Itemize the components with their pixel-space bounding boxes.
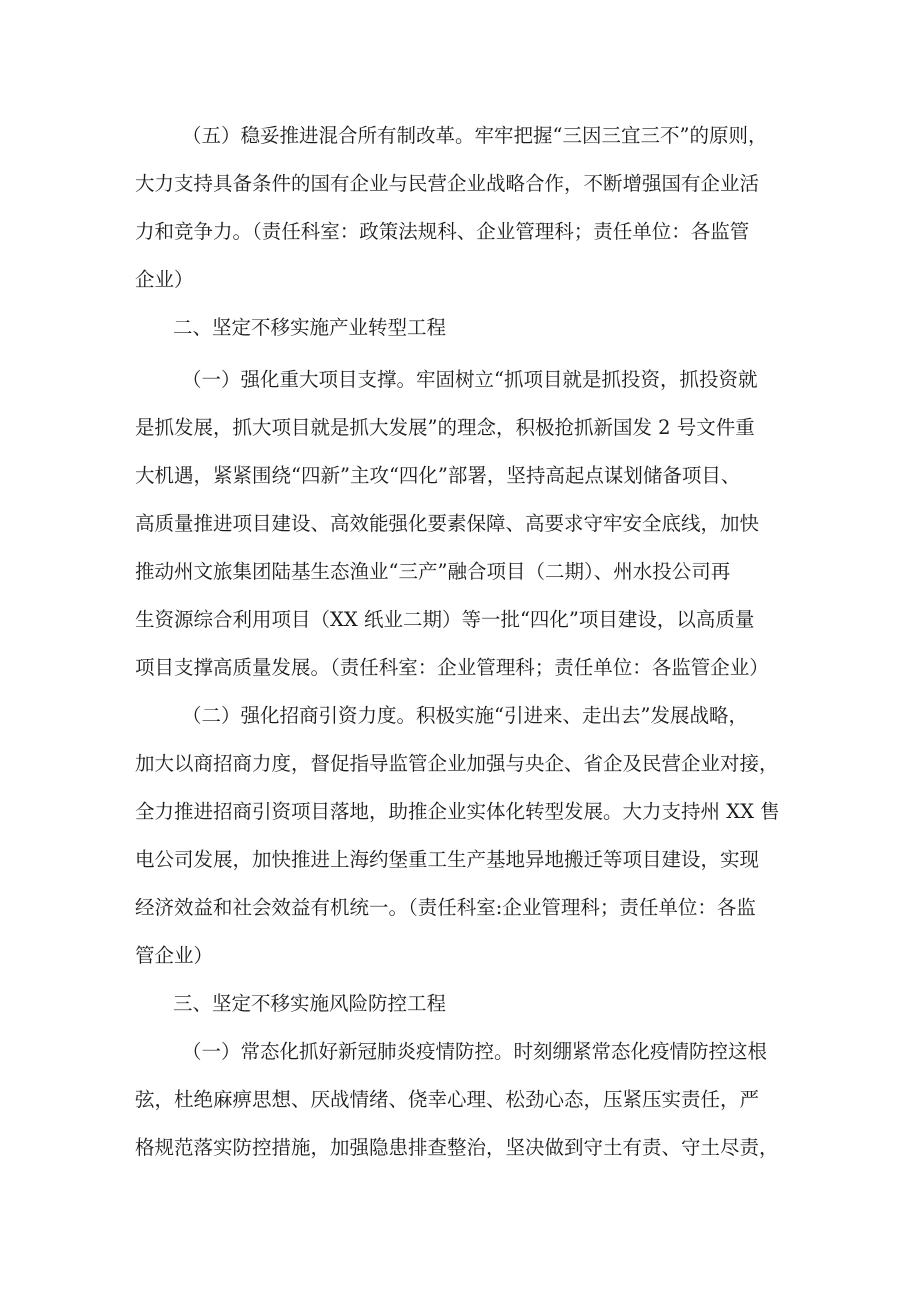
- paragraph-line: （一）强化重大项目支撑。牢固树立“抓项目就是抓投资，抓投资就: [182, 368, 758, 391]
- paragraph-line: 格规范落实防控措施，加强隐患排查整治，坚决做到守土有责、守土尽责，: [135, 1136, 779, 1159]
- paragraph-line: 管企业）: [135, 944, 214, 967]
- paragraph-line: 加大以商招商力度，督促指导监管企业加强与央企、省企及民营企业对接，: [135, 752, 779, 775]
- paragraph-line: 弦，杜绝麻痹思想、厌战情绪、侥幸心理、松劲心态，压紧压实责任，严: [135, 1088, 760, 1111]
- paragraph-line: 全力推进招商引资项目落地，助推企业实体化转型发展。大力支持州 XX 售: [135, 800, 780, 823]
- paragraph-line: 是抓发展，抓大项目就是抓大发展”的理念，积极抢抓新国发 2 号文件重: [135, 416, 755, 439]
- paragraph-line: 企业）: [135, 268, 194, 291]
- paragraph-line: （五）稳妥推进混合所有制改革。牢牢把握“三因三宜三不”的原则，: [182, 124, 768, 147]
- paragraph-line: 生资源综合利用项目（XX 纸业二期）等一批“四化”项目建设，以高质量: [135, 608, 755, 631]
- paragraph-line: 高质量推进项目建设、高效能强化要素保障、高要求守牢安全底线，加快: [135, 512, 760, 535]
- paragraph-line: 大机遇，紧紧围绕“四新”主攻“四化”部署，坚持高起点谋划储备项目、: [135, 464, 741, 487]
- paragraph-line: 大力支持具备条件的国有企业与民营企业战略合作，不断增强国有企业活: [135, 172, 760, 195]
- section-heading: 三、坚定不移实施风险防控工程: [173, 992, 447, 1015]
- paragraph-line: 经济效益和社会效益有机统一。（责任科室:企业管理科；责任单位：各监: [135, 896, 756, 919]
- paragraph-line: （一）常态化抓好新冠肺炎疫情防控。时刻绷紧常态化疫情防控这根: [182, 1040, 768, 1063]
- paragraph-line: 电公司发展，加快推进上海约堡重工生产基地异地搬迁等项目建设，实现: [135, 848, 760, 871]
- paragraph-line: 力和竞争力。（责任科室：政策法规科、企业管理科；责任单位：各监管: [135, 220, 750, 243]
- paragraph-line: 项目支撑高质量发展。（责任科室：企业管理科；责任单位：各监管企业）: [135, 656, 769, 679]
- section-heading: 二、坚定不移实施产业转型工程: [173, 316, 447, 339]
- paragraph-line: （二）强化招商引资力度。积极实施“引进来、走出去”发展战略，: [182, 704, 748, 727]
- paragraph-line: 推动州文旅集团陆基生态渔业“三产”融合项目（二期）、州水投公司再: [135, 560, 731, 583]
